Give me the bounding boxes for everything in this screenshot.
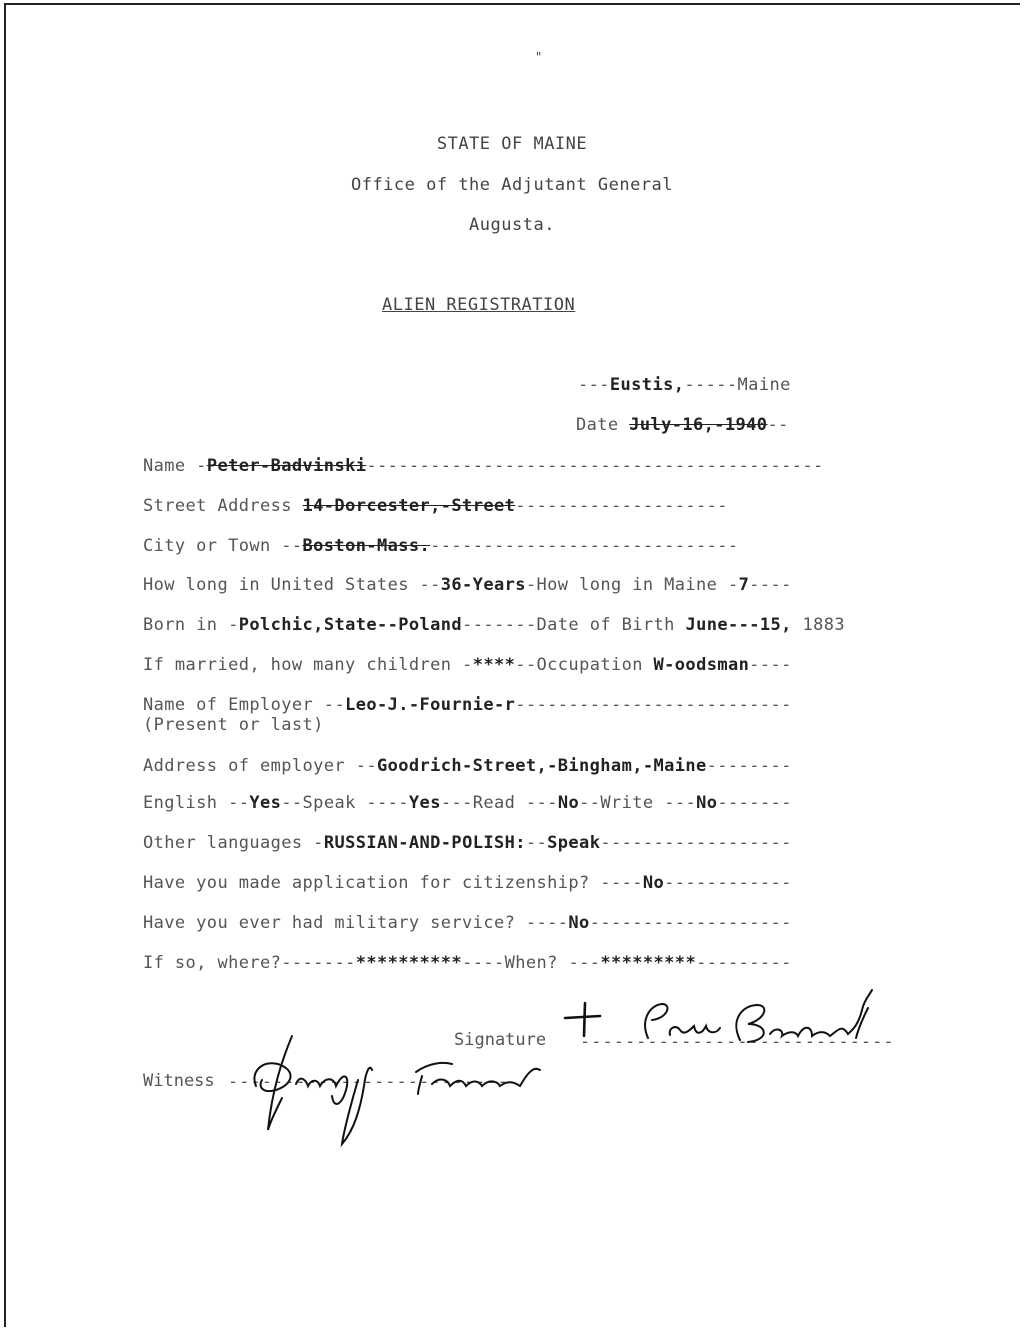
how-long-maine-label: How long in Maine	[536, 575, 718, 595]
english-label: English	[143, 793, 218, 813]
city-value: Boston-Mass.	[302, 536, 431, 556]
if-so-line: If so, where?-------**********----When? ---*********---------	[143, 953, 792, 973]
children-value: ****	[472, 655, 516, 675]
read-label: Read	[472, 793, 516, 813]
signature-cross-mark	[565, 1003, 600, 1036]
stray-mark: "	[535, 50, 543, 64]
header-state: STATE OF MAINE	[436, 134, 588, 154]
if-so-when: *********	[600, 953, 697, 973]
header-office: Office of the Adjutant General	[350, 175, 674, 195]
dob-year: 1883	[802, 615, 845, 635]
witness-label: Witness	[143, 1071, 215, 1091]
witness-line: -------------------------	[228, 1072, 509, 1092]
place-state: Maine	[737, 375, 791, 395]
name-line: Name -Peter-Badvinski-------------------------------------------	[143, 456, 824, 476]
date-label: Date	[576, 415, 619, 435]
speak-label: Speak	[302, 793, 356, 813]
date-value: July-16,-1940	[629, 415, 768, 435]
occupation-value: W-oodsman	[653, 655, 750, 675]
other-languages-mode: Speak	[547, 833, 601, 853]
signature-handwriting	[645, 990, 872, 1042]
occupation-label: Occupation	[536, 655, 643, 675]
write-value: No	[696, 793, 718, 813]
children-line: If married, how many children -****--Occupation W-oodsman----	[143, 655, 792, 675]
military-value: No	[568, 913, 590, 933]
citizenship-line: Have you made application for citizenship? ----No------------	[143, 873, 792, 893]
how-long-line: How long in United States --36-Years-How long in Maine -7----	[143, 575, 792, 595]
other-languages-line: Other languages -RUSSIAN-AND-POLISH:--Speak------------------	[143, 833, 792, 853]
city-line: City or Town --Boston-Mass.-----------------------------	[143, 536, 739, 556]
dob-label: Date of Birth	[536, 615, 675, 635]
place-town: Eustis,	[609, 375, 685, 395]
employer-label: Name of Employer	[143, 695, 314, 715]
how-long-us-value: 36-Years	[440, 575, 526, 595]
military-label: Have you ever had military service?	[143, 913, 516, 933]
employer-address-line: Address of employer --Goodrich-Street,-Bingham,-Maine--------	[143, 756, 792, 776]
employer-address-label: Address of employer	[143, 756, 346, 776]
employer-sublabel: (Present or last)	[143, 715, 324, 735]
name-value: Peter-Badvinski	[206, 456, 367, 476]
witness-handwriting	[254, 1036, 540, 1144]
how-long-maine-value: 7	[738, 575, 750, 595]
how-long-us-label: How long in United States	[143, 575, 409, 595]
if-so-where: **********	[355, 953, 463, 973]
city-label: City or Town	[143, 536, 271, 556]
write-label: Write	[600, 793, 654, 813]
dob-value: June---15,	[685, 615, 792, 635]
other-languages-label: Other languages	[143, 833, 303, 853]
if-so-label: If so, where?	[143, 953, 282, 973]
citizenship-label: Have you made application for citizenship?	[143, 873, 590, 893]
name-label: Name	[143, 456, 186, 476]
when-label: When?	[504, 953, 558, 973]
english-value: Yes	[249, 793, 282, 813]
born-value: Polchic,State--Poland	[238, 615, 463, 635]
employer-value: Leo-J.-Fournie-r	[345, 695, 516, 715]
military-line: Have you ever had military service? ----No-------------------	[143, 913, 792, 933]
other-languages-value: RUSSIAN-AND-POLISH:	[323, 833, 526, 853]
place-line: ---Eustis,-----Maine	[578, 375, 791, 395]
header-city: Augusta.	[469, 215, 555, 235]
street-label: Street Address	[143, 496, 292, 516]
signature-line: ----------------------------	[580, 1032, 895, 1052]
signature-label: Signature	[454, 1030, 547, 1050]
form-title: ALIEN REGISTRATION	[382, 295, 576, 315]
born-line: Born in -Polchic,State--Poland-------Date of Birth June---15, 1883	[143, 615, 845, 635]
speak-value: Yes	[408, 793, 441, 813]
english-line: English --Yes--Speak ----Yes---Read ---No--Write ---No-------	[143, 793, 792, 813]
born-label: Born in	[143, 615, 218, 635]
street-line: Street Address 14-Dorcester,-Street--------------------	[143, 496, 728, 516]
employer-address-value: Goodrich-Street,-Bingham,-Maine	[376, 756, 707, 776]
read-value: No	[557, 793, 580, 813]
date-line: Date July-16,-1940--	[576, 415, 789, 435]
citizenship-value: No	[642, 873, 665, 893]
children-label: If married, how many children	[143, 655, 452, 675]
street-value: 14-Dorcester,-Street	[302, 496, 516, 516]
employer-line: Name of Employer --Leo-J.-Fournie-r--------------------------	[143, 695, 792, 715]
